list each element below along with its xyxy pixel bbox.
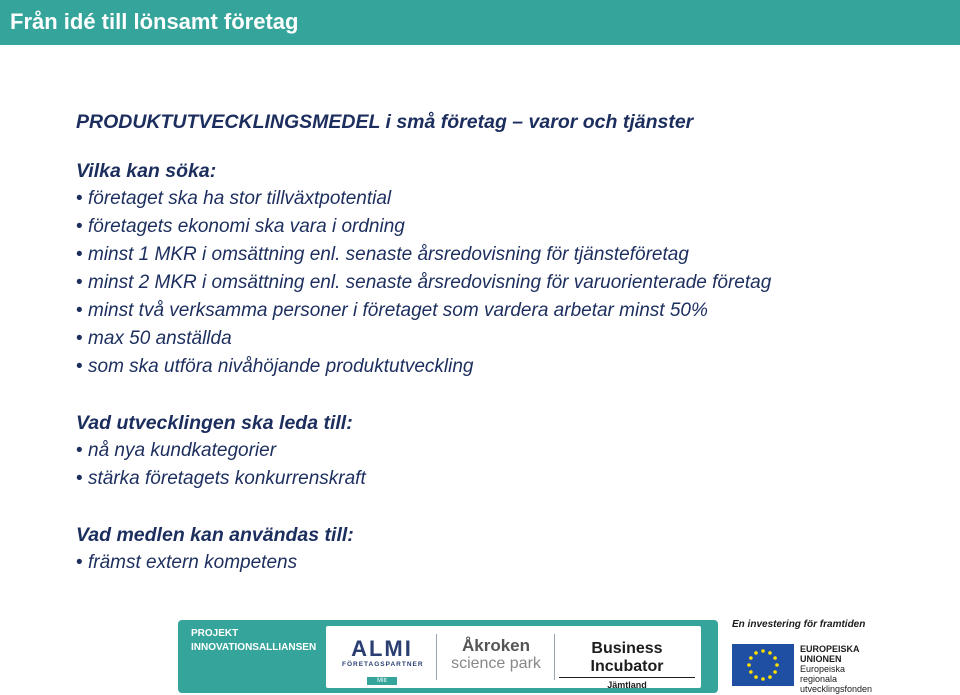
- section-heading-goals: Vad utvecklingen ska leda till:: [76, 412, 353, 434]
- list-item-text: nå nya kundkategorier: [88, 440, 277, 461]
- project-label: [191, 627, 316, 655]
- list-item-text: minst 2 MKR i omsättning enl. senaste årsredovisning för varuorienterade företag: [88, 272, 772, 293]
- bullet-icon: •: [76, 216, 83, 237]
- list-item-text: max 50 anställda: [88, 328, 232, 349]
- logo-divider: [554, 634, 555, 680]
- almi-logo-name: ALMI: [351, 636, 413, 661]
- list-item: [76, 297, 936, 325]
- eu-text: [800, 644, 872, 694]
- partner-logo-band: [178, 620, 718, 693]
- eu-tagline: En investering för framtiden: [732, 619, 866, 630]
- list-item: [76, 353, 936, 381]
- list-item: [76, 437, 936, 465]
- eu-text-line1: EUROPEISKA: [800, 644, 860, 654]
- business-incubator-logo-line2: Jämtland: [607, 680, 647, 690]
- eu-flag-icon: [732, 644, 794, 686]
- akroken-logo-line1: Åkroken: [461, 636, 531, 655]
- almi-logo: [342, 638, 422, 687]
- list-item: [76, 241, 936, 269]
- akroken-logo: [445, 636, 547, 673]
- bullet-icon: •: [76, 300, 83, 321]
- eu-text-line4: regionala: [800, 674, 838, 684]
- partner-logos: [326, 626, 701, 688]
- eligibility-list: [76, 185, 936, 381]
- bullet-icon: •: [76, 272, 83, 293]
- almi-logo-sub: FÖRETAGSPARTNER: [342, 661, 424, 668]
- list-item: [76, 325, 936, 353]
- list-item-text: företaget ska ha stor tillväxtpotential: [88, 188, 392, 209]
- list-item: [76, 465, 936, 493]
- list-item-text: minst två verksamma personer i företaget som vardera arbetar minst 50%: [88, 300, 708, 321]
- list-item: [76, 549, 936, 577]
- eu-text-line3: Europeiska: [800, 664, 846, 674]
- almi-logo-tag: Mitt: [367, 677, 397, 685]
- section-heading-usage: Vad medlen kan användas till:: [76, 524, 354, 546]
- list-item-text: företagets ekonomi ska vara i ordning: [88, 216, 405, 237]
- bullet-icon: •: [76, 356, 83, 377]
- list-item-text: främst extern kompetens: [88, 552, 298, 573]
- project-label-line1: PROJEKT: [191, 628, 239, 639]
- logo-divider: [436, 634, 437, 680]
- business-incubator-logo: [559, 640, 695, 692]
- list-item-text: stärka företagets konkurrenskraft: [88, 468, 366, 489]
- list-item: [76, 269, 936, 297]
- list-item: [76, 185, 936, 213]
- business-incubator-logo-line1: Business Incubator: [559, 640, 695, 678]
- eu-text-line2: UNIONEN: [800, 654, 842, 664]
- project-label-line2: INNOVATIONSALLIANSEN: [191, 642, 317, 653]
- eu-text-line5: utvecklingsfonden: [800, 684, 873, 694]
- bullet-icon: •: [76, 328, 83, 349]
- slide-content: [76, 108, 936, 577]
- bullet-icon: •: [76, 552, 83, 573]
- usage-list: [76, 549, 936, 577]
- list-item-text: som ska utföra nivåhöjande produktutveckling: [88, 356, 474, 377]
- bullet-icon: •: [76, 440, 83, 461]
- bullet-icon: •: [76, 244, 83, 265]
- main-heading: PRODUKTUTVECKLINGSMEDEL i små företag – varor och tjänster: [76, 111, 694, 133]
- section-heading-eligibility: Vilka kan söka:: [76, 160, 217, 182]
- bullet-icon: •: [76, 188, 83, 209]
- list-item: [76, 213, 936, 241]
- page-title: Från idé till lönsamt företag: [10, 9, 299, 34]
- akroken-logo-line2: science park: [451, 655, 541, 672]
- eu-funding-logo: [732, 617, 958, 693]
- list-item-text: minst 1 MKR i omsättning enl. senaste årsredovisning för tjänsteföretag: [88, 244, 689, 265]
- title-bar: [0, 0, 960, 45]
- goals-list: [76, 437, 936, 493]
- bullet-icon: •: [76, 468, 83, 489]
